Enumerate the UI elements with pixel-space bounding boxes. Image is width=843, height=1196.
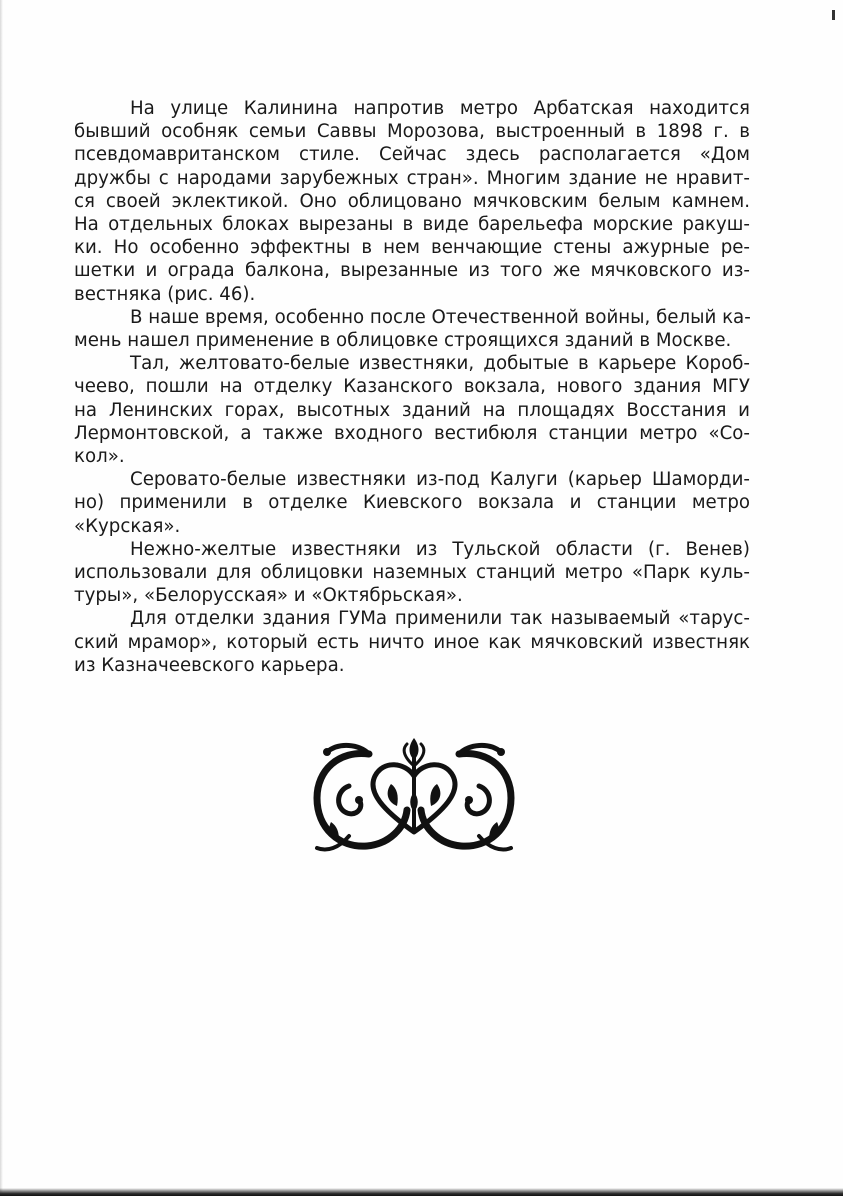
paragraph-5 (74, 538, 750, 608)
text-line: В наше время, особенно после Отечественной войны, белый ка- (130, 306, 751, 328)
text-line: шетки и ограда балкона, вырезанные из того же мячковского из- (74, 260, 750, 282)
text-line: но) применили в отделке Киевского вокзала и станции метро (74, 492, 750, 514)
scan-left-edge (0, 0, 3, 1196)
text-line: дружбы с народами зарубежных стран». Многим здание не нравит- (74, 167, 750, 189)
body-text (74, 97, 750, 677)
text-line: использовали для облицовки наземных станций метро «Парк куль- (74, 562, 750, 584)
paragraph-2 (74, 306, 750, 352)
paragraph-4 (74, 468, 750, 538)
text-line: кол». (74, 446, 125, 468)
text-line: вестняка (рис. 46). (74, 283, 256, 305)
text-line: Нежно-желтые известняки из Тульской области (г. Венев) (130, 538, 750, 560)
text-line: на Ленинских горах, высотных зданий на площадях Восстания и (74, 399, 750, 421)
scan-bottom-edge (0, 1188, 843, 1196)
text-line: ки. Но особенно эффектны в нем венчающие стены ажурные ре- (74, 237, 750, 259)
text-line: из Казначеевского карьера. (74, 654, 345, 676)
text-line: ский мрамор», который есть ничто иное как мячковский известняк (74, 631, 750, 653)
text-line: чеево, пошли на отделку Казанского вокзала, нового здания МГУ (74, 376, 750, 398)
text-line: Тал, желтовато-белые известняки, добытые в карьере Короб- (130, 353, 750, 375)
text-line: «Курская». (74, 515, 181, 537)
text-line: псевдомавританском стиле. Сейчас здесь располагается «Дом (74, 144, 750, 166)
ornamental-vignette-icon (309, 736, 519, 860)
text-line: На улице Калинина напротив метро Арбатская находится (130, 98, 750, 119)
text-line: Для отделки здания ГУМа применили так называемый «тарус- (130, 608, 750, 630)
text-line: мень нашел применение в облицовке строящихся зданий в Москве. (74, 330, 732, 352)
text-line: Серовато-белые известняки из-под Калуги (карьер Шаморди- (130, 469, 750, 491)
text-line: туры», «Белорусская» и «Октябрьская». (74, 585, 463, 607)
text-line: ся своей эклектикой. Оно облицовано мячковским белым камнем. (74, 190, 750, 212)
paragraph-1 (74, 97, 750, 306)
paragraph-3 (74, 352, 750, 468)
text-line: На отдельных блоках вырезаны в виде барельефа морские ракуш- (74, 214, 750, 236)
paragraph-6 (74, 607, 750, 677)
scan-mark (832, 10, 835, 20)
text-line: бывший особняк семьи Саввы Морозова, выстроенный в 1898 г. в (74, 121, 750, 143)
text-line: Лермонтовской, а также входного вестибюля станции метро «Со- (74, 422, 750, 444)
